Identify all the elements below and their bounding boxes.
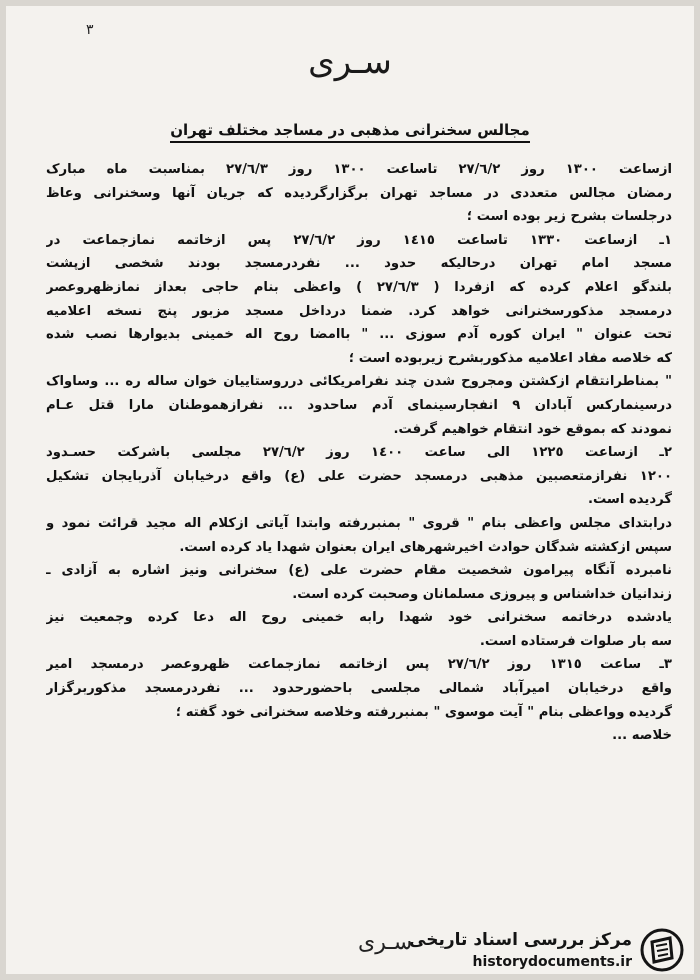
document-heading: [6, 121, 694, 139]
document-line: درمسجد مذکورسخنرانی خواهد کرد. ضمنا درداخل مسجد مزبور پنج نسخه اعلامیه: [46, 303, 672, 319]
document-line: مسجد امام تهران درحالیکه حدود ... نفردرمسجد بودند شخصی ازپشت: [46, 256, 672, 272]
document-line: ٢ـ ازساعت ١٢٢٥ الی ساعت ١٤٠٠ روز ٢٧/٦/٢ مجلسی باشرکت حسـدود: [46, 445, 672, 461]
document-line: نمودند که بموقع خود انتقام خواهیم گرفت.: [393, 421, 672, 437]
archive-name: مرکز بررسی اسناد تاریخی: [409, 930, 632, 950]
document-line: گردیده وواعظی بنام " آیت موسوی " بمنبررفته وخلاصه سخنرانی خود گفته ؛: [175, 704, 672, 720]
document-line: گردیده است.: [587, 492, 672, 508]
document-line: رمضان مجالس متعددی در مساجد تهران برگزارگردیده که جریان آنها وسخنرانی وعاظ: [46, 185, 672, 201]
document-line: که خلاصه مفاد اعلامیه مذکوربشرح زیربوده است ؛: [348, 350, 672, 366]
archive-watermark: [344, 926, 684, 974]
document-line: ١٢٠٠ نفرازمتعصبین مذهبی درمسجد حضرت علی (ع) واقع درخیابان آذربایجان تشکیل: [46, 468, 672, 484]
document-line: ٣ـ ساعت ١٣١٥ روز ٢٧/٦/٢ پس ازخاتمه نمازجماعت ظهروعصر درمسجد امیر: [46, 657, 672, 673]
footer-classification-stamp: سـری: [358, 930, 413, 955]
document-line: " بمناطرانتقام ازکشتن ومجروح شدن چند نفرامریکائی درروستاییان خوان ساله ره ... وساواک: [46, 374, 672, 390]
document-line: بلندگو اعلام کرده که ازفردا ( ٢٧/٦/٣ ) واعظی بنام حاجی بعداز نمازظهروعصر: [46, 279, 672, 295]
document-page: [6, 6, 694, 974]
page-mark: ٣: [86, 22, 94, 38]
document-line: درابتدای مجلس واعظی بنام " قروی " بمنبررفته وابتدا آیاتی ازکلام اله مجید قرائت نمود و: [46, 515, 672, 531]
document-line: سه بار صلوات فرستاده است.: [479, 633, 672, 649]
document-line: واقع درخیابان امیرآباد شمالی مجلسی باحضورحدود ... نفردرمسجد مذکوربرگزار: [46, 681, 672, 697]
document-line: سپس ازکشته شدگان حوادث اخیرشهرهای ایران بعنوان شهدا یاد کرده است.: [179, 539, 672, 555]
document-line: ازساعت ١٣٠٠ روز ٢٧/٦/٢ تاساعت ١٣٠٠ روز ٢٧/٦/٣ بمناسبت ماه مبارک: [46, 162, 672, 177]
document-line: زندانیان خداشناس و پیروزی مسلمانان وصحبت کرده است.: [292, 586, 672, 602]
document-line: درسینمارکس آبادان ٩ انفجارسینمای آدم ساحدود ... نفرازهموطنان مارا قتل عـام: [46, 397, 672, 413]
heading-text: مجالس سخنرانی مذهبی در مساجد مختلف تهران: [170, 121, 530, 143]
document-line: نامبرده آنگاه پیرامون شخصیت مقام حضرت علی (ع) سخنرانی ونیز اشاره به آزادی ـ: [46, 563, 672, 579]
document-line: ١ـ ازساعت ١٣٣٠ تاساعت ١٤١٥ روز ٢٧/٦/٢ پس ازخاتمه نمازجماعت در: [46, 232, 672, 248]
classification-stamp: سـری: [308, 42, 392, 82]
document-line: درجلسات بشرح زیر بوده است ؛: [466, 209, 672, 225]
document-line: یادشده درخاتمه سخنرانی خود شهدا رابه خمینی روح اله دعا کرده وجمعیت نیز: [46, 610, 672, 626]
document-body: [46, 158, 672, 748]
document-line: خلاصه ...: [612, 728, 672, 744]
document-line: تحت عنوان " ایران کوره آدم سوزی ... " باامضا روح اله خمینی بدیوارها نصب شده: [46, 327, 672, 343]
archive-logo-icon: [640, 928, 684, 972]
archive-url: historydocuments.ir: [472, 954, 632, 970]
